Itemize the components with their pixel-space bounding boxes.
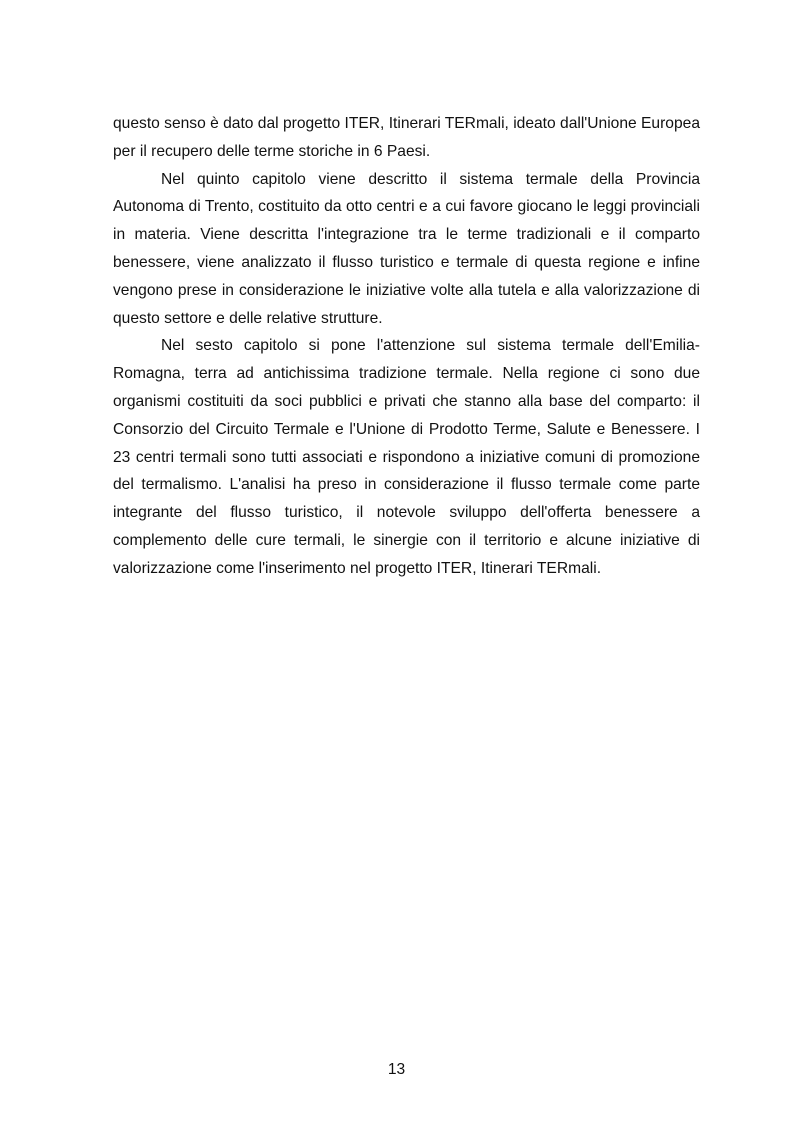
page-number: 13 bbox=[387, 1061, 406, 1078]
paragraph-continuation: questo senso è dato dal progetto ITER, Itinerari TERmali, ideato dall'Unione Europea per il recupero delle terme storiche in 6 Paesi. bbox=[113, 115, 700, 160]
body-text bbox=[113, 110, 700, 583]
paragraph-chapter-five: Nel quinto capitolo viene descritto il sistema termale della Provincia Autonoma di Trento, costituito da otto centri e a cui favore giocano le leggi provinciali in materia. Viene descritta l'integrazione tra le terme tradizionali e il comparto benessere, viene analizzato il flusso turistico e termale di questa regione e infine vengono prese in considerazione le iniziative volte alla tutela e alla valorizzazione di questo settore e delle relative strutture. bbox=[113, 170, 700, 327]
paragraph-chapter-six: Nel sesto capitolo si pone l'attenzione sul sistema termale dell'Emilia-Romagna, terra ad antichissima tradizione termale. Nella regione ci sono due organismi costituiti da soci pubblici e privati che stanno alla base del comparto: il Consorzio del Circuito Termale e l'Unione di Prodotto Terme, Salute e Benessere. I 23 centri termali sono tutti associati e rispondono a iniziative comuni di promozione del termalismo. L'analisi ha preso in considerazione il flusso termale come parte integrante del flusso turistico, il notevole sviluppo dell'offerta benessere a complemento delle cure termali, le sinergie con il territorio e alcune iniziative di valorizzazione come l'inserimento nel progetto ITER, Itinerari TERmali. bbox=[113, 337, 700, 577]
